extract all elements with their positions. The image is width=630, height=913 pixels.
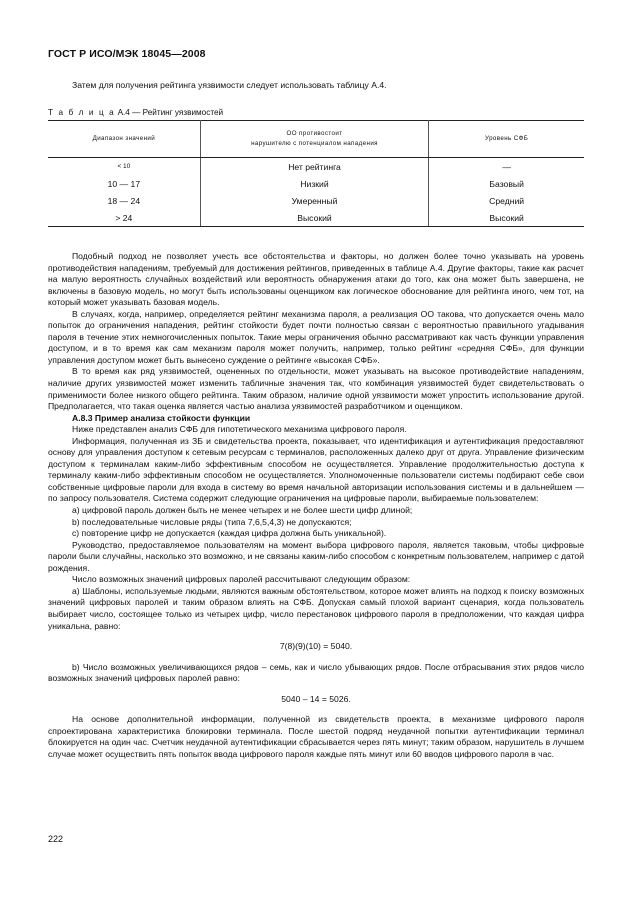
cell-range: < 10	[48, 158, 200, 176]
list-item: c) повторение цифр не допускается (каждая цифра должна быть уникальной).	[72, 528, 387, 539]
paragraph: b) Число возможных увеличивающихся рядов – семь, как и число убывающих рядов. После отбрасывания этих рядов число возможных значений цифровых паролей равно:	[48, 661, 584, 684]
paragraph: Подобный подход не позволяет учесть все обстоятельства и факторы, но должен более точно указывать на уровень противодействия нападениям, требуемый для достижения рейтингов, приведенных в таблице А.4. Другие факторы, такие как расчет на малую вероятность случайных воздействий или вероятность обнаружения атаки до того, как она может быть завершена, не включены в базовую модель, но могут быть использованы оценщиком как логическое обоснование для рейтинга иного, чем тот, на который может указывать базовая модель.	[48, 251, 584, 308]
table-caption	[48, 108, 223, 117]
cell-level: Средний	[489, 195, 525, 206]
table-header-row	[48, 121, 584, 158]
paragraph: В случаях, когда, например, определяется рейтинг механизма пароля, а реализация ОО такова, что допускается очень мало попыток до ограничения нападения, рейтинг стойкости будет почти полностью связан с вероятностью правильного угадывания пароля в течение этих немногочисленных попыток. Такие меры ограничения обычно рассматривают как часть функции управления доступом, и в то время как сам механизм пароля может получить, например, только рейтинг «средняя СФБ», для функции управления доступом может быть вынесено суждение о рейтинге «высокая СФБ».	[48, 308, 584, 365]
cell-attack: Умеренный	[200, 192, 429, 209]
header-range: Диапазон значений	[48, 121, 200, 158]
paragraph: a) Шаблоны, используемые людьми, являются важным обстоятельством, которое может влиять на подход к поиску возможных значений цифровых паролей и таким образом влиять на СФБ. Допуская самый плохой вариант сценария, когда пользователь выбирает число, состоящее только из четырех цифр, число перестановок цифрового пароля в предположении, что каждая цифра уникальна, равно:	[48, 585, 584, 631]
vulnerability-rating-table	[48, 120, 584, 227]
table-row	[48, 158, 584, 176]
cell-attack: Нет рейтинга	[200, 158, 429, 176]
cell-range: 18 — 24	[48, 192, 200, 209]
cell-level: Высокий	[429, 209, 584, 227]
cell-range: 10 — 17	[48, 175, 200, 192]
cell-level: —	[502, 161, 511, 172]
table-caption-prefix: Т а б л и ц а	[48, 108, 116, 117]
cell-attack: Низкий	[200, 175, 429, 192]
formula: 5040 – 14 = 5026.	[281, 693, 351, 704]
table-row	[48, 175, 584, 192]
paragraph: В то время как ряд уязвимостей, оцененных по отдельности, может указывать на высокое противодействие нападениям, наличие других уязвимостей может изменить табличные значения так, что комбинация уязвимостей будет свидетельствовать о применимости более низкого общего рейтинга. Таким образом, наличие одной уязвимости может упростить использование другой. Предполагается, что такая оценка является частью анализа уязвимостей разработчиком и оценщиком.	[48, 366, 584, 412]
header-attack-potential	[200, 121, 429, 158]
list-item: a) цифровой пароль должен быть не менее четырех и не более шести цифр длиной;	[72, 505, 413, 516]
subsection-heading: А.8.3 Пример анализа стойкости функции	[72, 412, 251, 423]
document-header: ГОСТ Р ИСО/МЭК 18045—2008	[48, 48, 206, 60]
body-text	[48, 251, 584, 760]
cell-attack: Высокий	[200, 209, 429, 227]
cell-level: Базовый	[489, 178, 524, 189]
page-number: 222	[48, 834, 64, 844]
paragraph: Руководство, предоставляемое пользователям на момент выбора цифрового пароля, является таковым, чтобы цифровые пароли были случайны, насколько это возможно, и не связаны каким-либо способом с конкретным пользователем, например с датой рождения.	[48, 539, 584, 573]
formula: 7(8)(9)(10) = 5040.	[279, 641, 353, 652]
table-row	[48, 192, 584, 209]
paragraph: Число возможных значений цифровых паролей рассчитывают следующим образом:	[72, 574, 411, 585]
list-item: b) последовательные числовые ряды (типа 7,6,5,4,3) не допускаются;	[72, 516, 352, 527]
intro-text: Затем для получения рейтинга уязвимости следует использовать таблицу А.4.	[72, 80, 387, 90]
paragraph: Информация, полученная из ЗБ и свидетельства проекта, показывает, что идентификация и аутентификация предоставляют основу для управления доступом к сетевым ресурсам с терминалов, расположенных далеко друг от друга. Управление физическим доступом к терминалам каким-либо эффективным способом не осуществляется. Управление продолжительностью доступа к терминалу каким-либо эффективным способом не осуществляется. Уполномоченные пользователи системы подбирают себе свои собственные цифровые пароли для входа в систему во время начальной авторизации использования системы и в дальнейшем — по запросу пользователя. Система содержит следующие ограничения на цифровые пароли, выбираемые пользователем:	[48, 435, 584, 504]
header-attack-line2: нарушителю с потенциалом нападения	[251, 140, 378, 147]
table-caption-title: А.4 — Рейтинг уязвимостей	[115, 108, 224, 117]
paragraph: На основе дополнительной информации, полученной из свидетельств проекта, в механизме цифрового пароля спроектирована характеристика блокировки терминала. После шестой подряд неудачной попытки аутентификации терминал блокируется на один час. Счетчик неудачной аутентификации сбрасывается через пять минут; таким образом, нарушитель в лучшем случае может осуществить пять попыток ввода цифрового пароля каждые пять минут или 60 вводов цифрового пароля в час.	[48, 714, 584, 759]
cell-range: > 24	[48, 209, 200, 227]
paragraph: Ниже представлен анализ СФБ для гипотетического механизма цифрового пароля.	[72, 424, 407, 435]
table-row	[48, 209, 584, 227]
header-attack-line1: ОО противостоит	[286, 130, 343, 137]
header-sof-level: Уровень СФБ	[429, 121, 584, 158]
